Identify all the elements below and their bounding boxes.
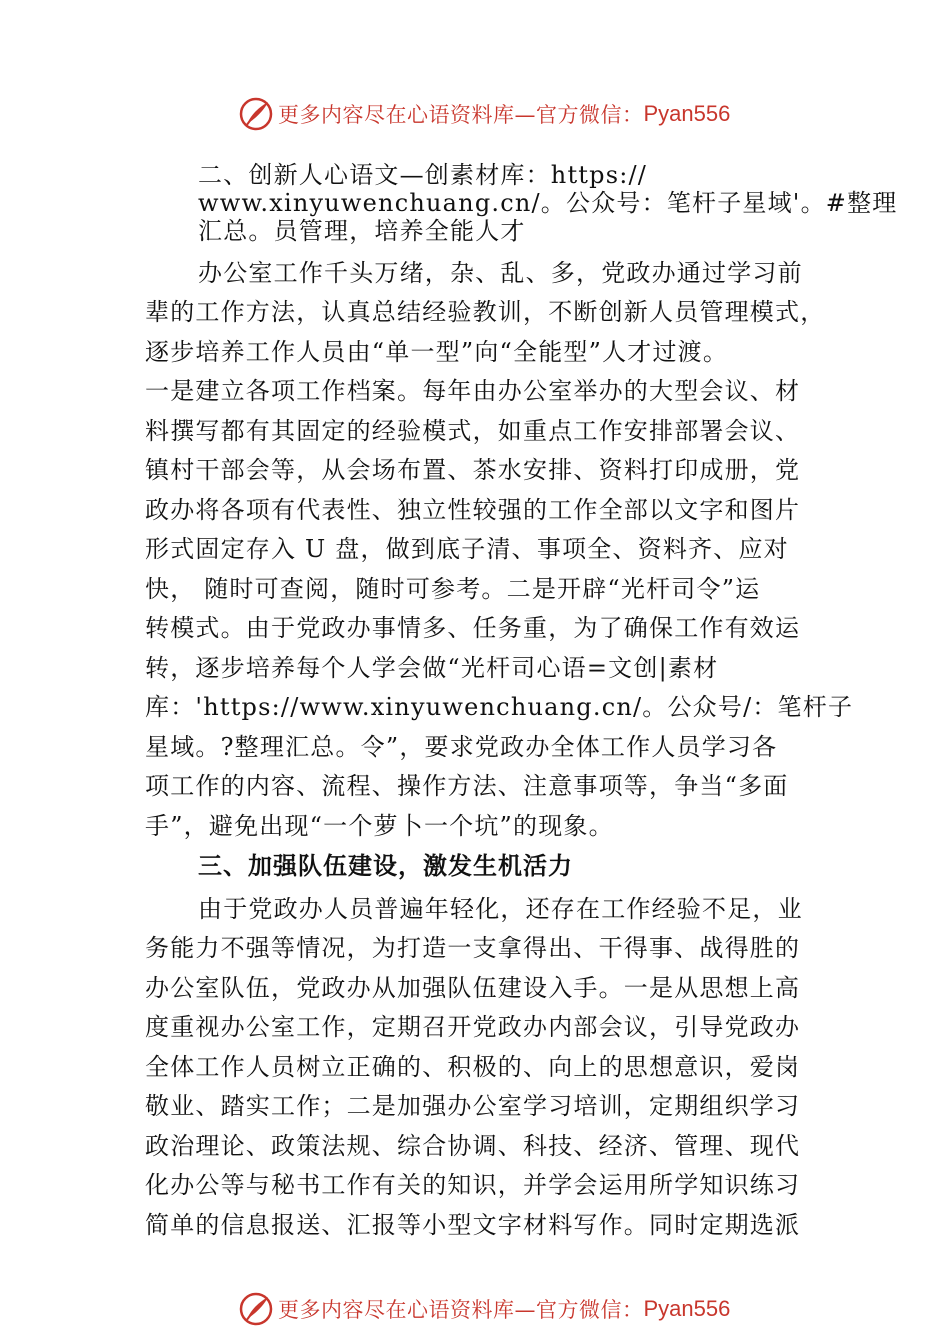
quill-seal-logo-icon	[238, 1291, 274, 1327]
text-line: www.xinyuwenchuang.cn/。公众号：笔杆子星域'。#整理	[198, 189, 898, 217]
text-line: 办公室队伍，党政办从加强队伍建设入手。一是从思想上高	[145, 974, 801, 1002]
text-line: 料撰写都有其固定的经验模式，如重点工作安排部署会议、	[145, 417, 801, 445]
text-line: 敬业、踏实工作；二是加强办公室学习培训，定期组织学习	[145, 1092, 801, 1120]
watermark-text: 更多内容尽在心语资料库—官方微信：	[278, 103, 644, 127]
text-line: 政办将各项有代表性、独立性较强的工作全部以文字和图片	[145, 496, 801, 524]
text-line: 转模式。由于党政办事情多、任务重，为了确保工作有效运	[145, 614, 801, 642]
quill-seal-logo-icon	[238, 96, 274, 132]
section-heading: 三、加强队伍建设，激发生机活力	[198, 852, 573, 880]
text-line: 办公室工作千头万绪，杂、乱、多，党政办通过学习前	[198, 259, 803, 287]
text-line: 务能力不强等情况，为打造一支拿得出、干得事、战得胜的	[145, 934, 801, 962]
text-line: 政治理论、政策法规、综合协调、科技、经济、管理、现代	[145, 1132, 801, 1160]
text-line: 库：'https://www.xinyuwenchuang.cn/。公众号/：笔杆子	[145, 693, 854, 721]
text-line: 度重视办公室工作，定期召开党政办内部会议，引导党政办	[145, 1013, 801, 1041]
watermark-id: Pyan556	[643, 101, 731, 126]
text-line: 镇村干部会等，从会场布置、茶水安排、资料打印成册，党	[145, 456, 801, 484]
watermark-text: 更多内容尽在心语资料库—官方微信：	[278, 1298, 644, 1322]
text-line: 汇总。员管理，培养全能人才	[198, 217, 526, 245]
text-line: 由于党政办人员普遍年轻化，还存在工作经验不足，业	[198, 895, 803, 923]
text-line: 化办公等与秘书工作有关的知识，并学会运用所学知识练习	[145, 1171, 801, 1199]
text-line: 快， 随时可查阅，随时可参考。二是开辟“光杆司令”运	[145, 575, 761, 603]
text-line: 星域。?整理汇总。令”，要求党政办全体工作人员学习各	[145, 733, 778, 761]
text-line: 辈的工作方法，认真总结经验教训，不断创新人员管理模式，	[145, 298, 826, 326]
text-line: 全体工作人员树立正确的、积极的、向上的思想意识，爱岗	[145, 1053, 801, 1081]
text-line: 一是建立各项工作档案。每年由办公室举办的大型会议、材	[145, 377, 801, 405]
text-line: 形式固定存入 U 盘，做到底子清、事项全、资料齐、应对	[145, 535, 789, 563]
text-line: 项工作的内容、流程、操作方法、注意事项等，争当“多面	[145, 772, 789, 800]
watermark-banner-bottom	[238, 1291, 730, 1327]
text-line: 简单的信息报送、汇报等小型文字材料写作。同时定期选派	[145, 1211, 801, 1239]
text-line: 逐步培养工作人员由“单一型”向“全能型”人才过渡。	[145, 338, 729, 366]
text-line: 转，逐步培养每个人学会做“光杆司心语=文创|素材	[145, 654, 719, 682]
watermark-id: Pyan556	[643, 1296, 731, 1321]
watermark-banner-top	[238, 96, 730, 132]
text-line: 二、创新人心语文—创素材库：https://	[198, 161, 648, 189]
text-line: 手”，避免出现“一个萝卜一个坑”的现象。	[145, 812, 614, 840]
